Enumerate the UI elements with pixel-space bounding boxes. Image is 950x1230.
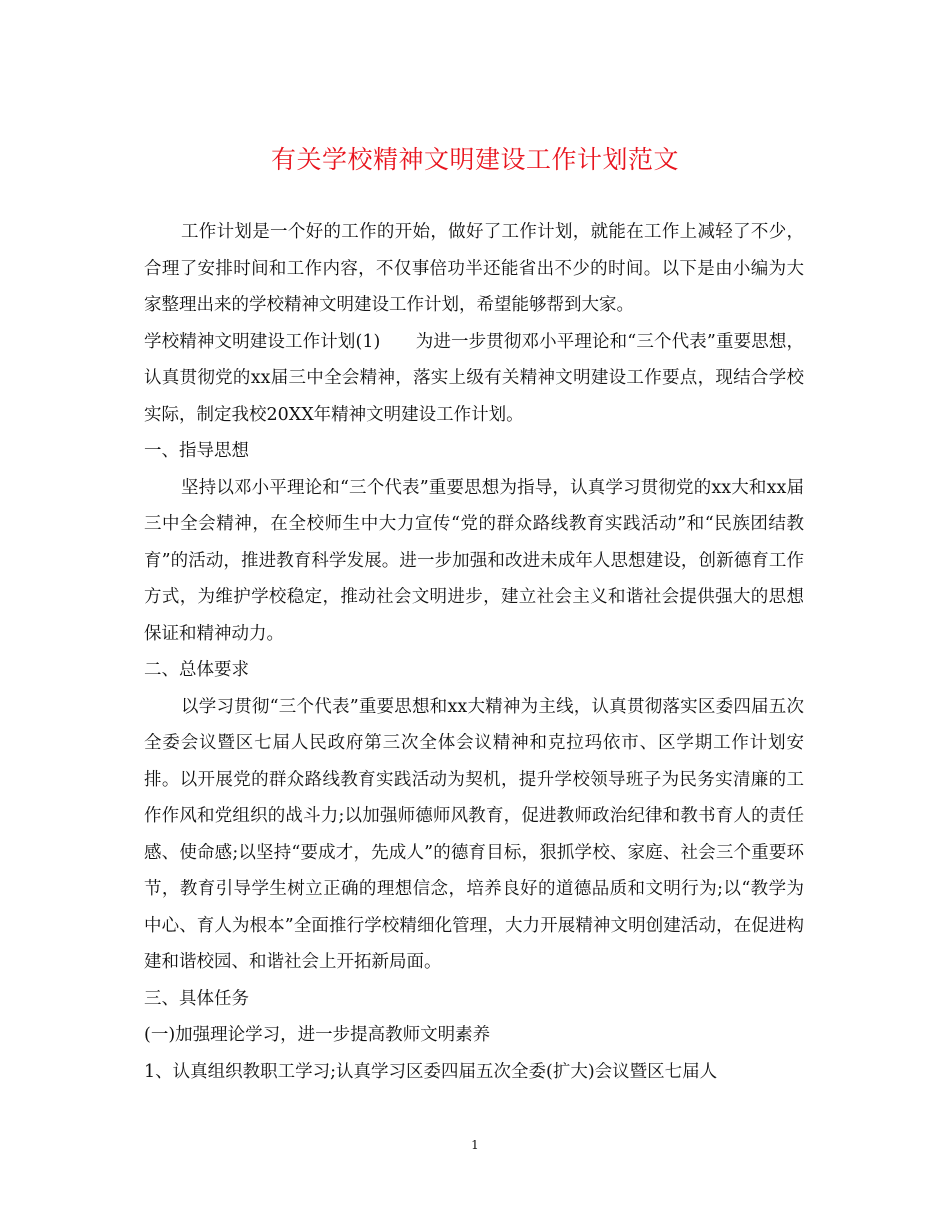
body-paragraph: 以学习贯彻“三个代表”重要思想和xx大精神为主线，认真贯彻落实区委四届五次全委会议暨区七届人民政府第三次全体会议精神和克拉玛依市、区学期工作计划安排。以开展党的群众路线教育实践活动为契机，提升学校领导班子为民务实清廉的工作作风和党组织的战斗力;以加强师德师风教育，促进教师政治纪律和教书育人的责任感、使命感;以坚持“要成才，先成人”的德育目标，狠抓学校、家庭、社会三个重要环节，教育引导学生树立正确的理想信念，培养良好的道德品质和文明行为;以“教学为中心、育人为根本”全面推行学校精细化管理，大力开展精神文明创建活动，在促进构建和谐校园、和谐社会上开拓新局面。 [144,696,804,972]
page-number: 1 [471,1138,479,1152]
section-heading: 二、总体要求 [144,660,249,680]
body-paragraph: 工作计划是一个好的工作的开始，做好了工作计划，就能在工作上减轻了不少，合理了安排时间和工作内容，不仅事倍功半还能省出不少的时间。以下是由小编为大家整理出来的学校精神文明建设工作计划，希望能够帮到大家。 [144,222,804,315]
body-paragraph: 学校精神文明建设工作计划(1) 为进一步贯彻邓小平理论和“三个代表”重要思想，认真贯彻党的xx届三中全会精神，落实上级有关精神文明建设工作要点，现结合学校实际，制定我校20XX年精神文明建设工作计划。 [144,331,804,425]
section-heading: 一、指导思想 [144,441,249,461]
section-heading: 1、认真组织教职工学习;认真学习区委四届五次全委(扩大)会议暨区七届人 [144,1061,718,1082]
document-body [144,214,804,1090]
document-title: 有关学校精神文明建设工作计划范文 [270,145,679,174]
body-paragraph: 坚持以邓小平理论和“三个代表”重要思想为指导，认真学习贯彻党的xx大和xx届三中全会精神，在全校师生中大力宣传“党的群众路线教育实践活动”和“民族团结教育”的活动，推进教育科学发展。进一步加强和改进未成年人思想建设，创新德育工作方式，为维护学校稳定，推动社会文明进步，建立社会主义和谐社会提供强大的思想保证和精神动力。 [144,477,804,644]
section-heading: (一)加强理论学习，进一步提高教师文明素养 [144,1025,491,1045]
section-heading: 三、具体任务 [144,988,249,1009]
